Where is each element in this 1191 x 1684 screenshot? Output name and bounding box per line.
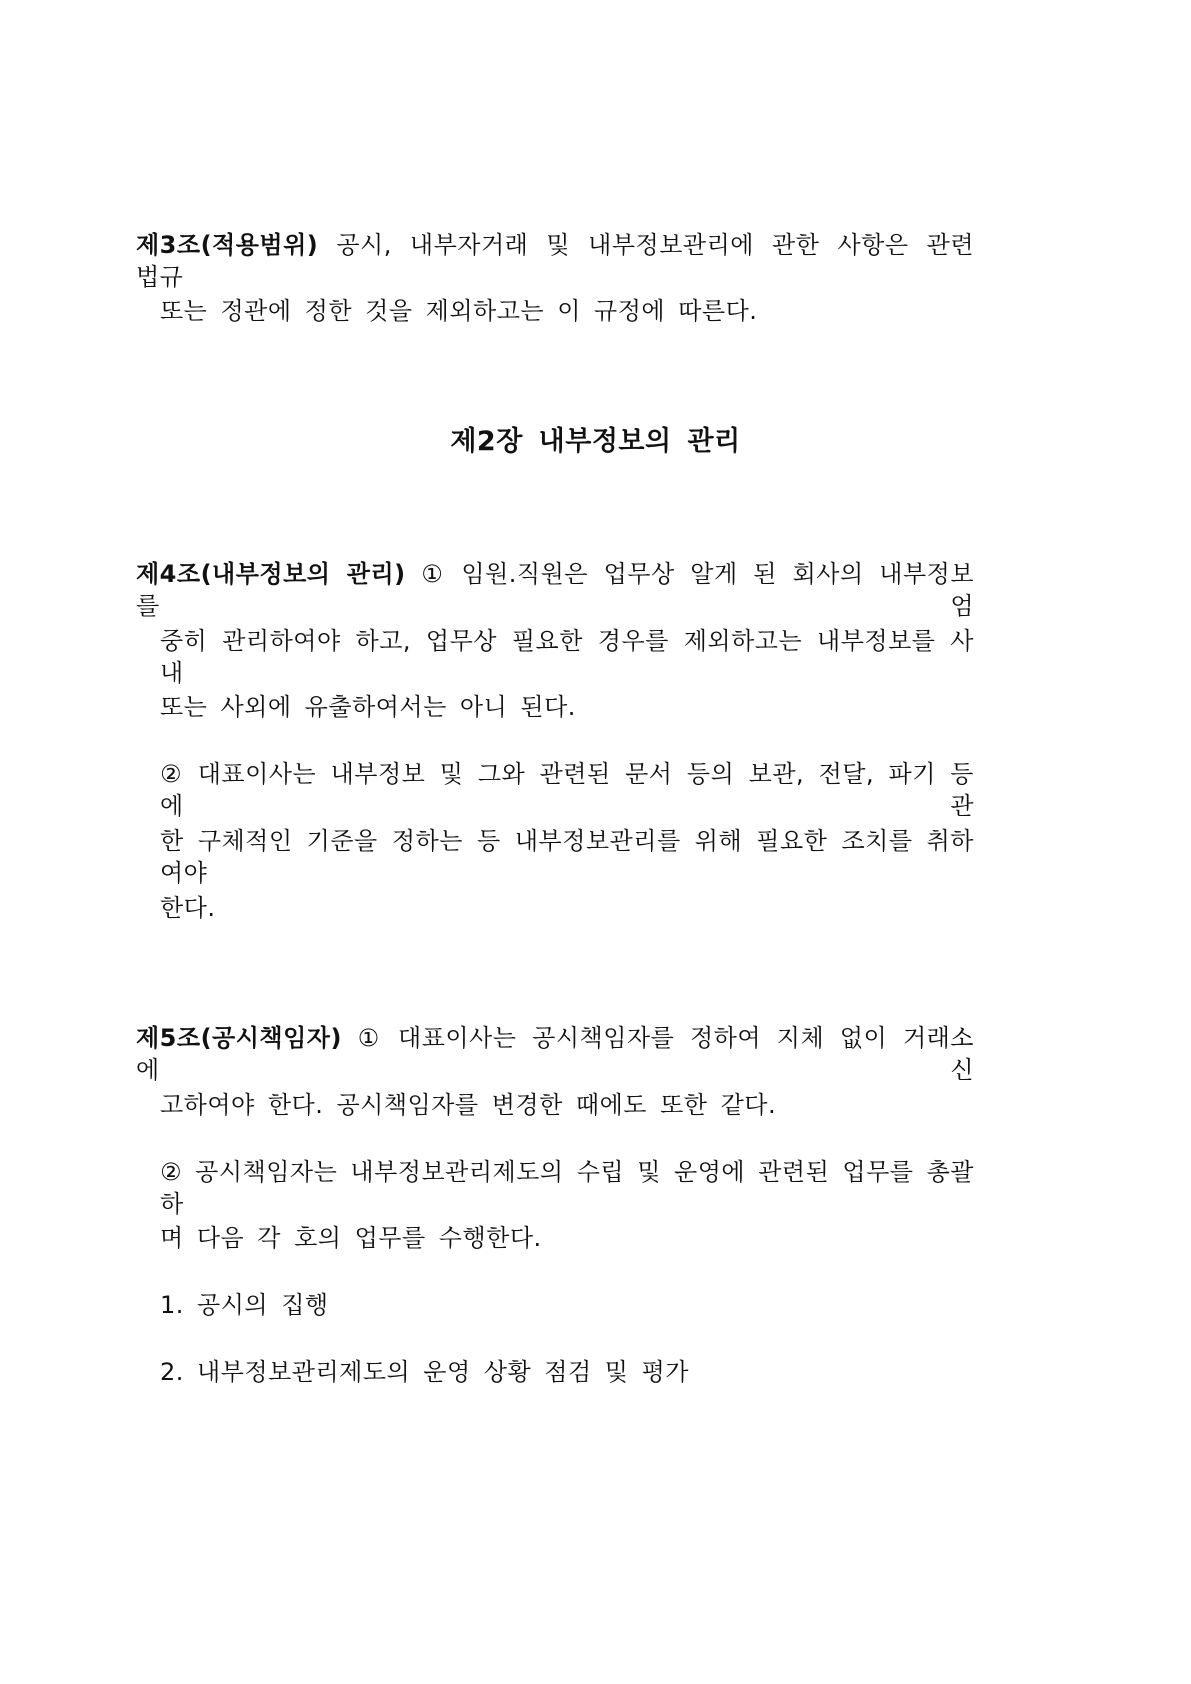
article-3-heading: 제3조(적용범위): [136, 231, 319, 259]
article-5-heading: 제5조(공시책임자): [136, 1024, 342, 1052]
article-5-line-4: 며 다음 각 호의 업무를 수행한다.: [160, 1224, 542, 1252]
article-5-item-2: 2. 내부정보관리제도의 운영 상황 점검 및 평가: [160, 1358, 689, 1386]
article-4-line-1: [136, 558, 974, 622]
article-5-line-2: 고하여야 한다. 공시책임자를 변경한 때에도 또한 같다.: [160, 1091, 777, 1119]
article-4-heading: 제4조(내부정보의 관리): [136, 560, 406, 588]
article-5-line-1: [136, 1022, 974, 1086]
article-5-line-3: ② 공시책임자는 내부정보관리제도의 수립 및 운영에 관련된 업무를 총괄하: [160, 1158, 974, 1218]
article-4-line-6: 한다.: [160, 894, 216, 922]
article-4-line-4: ② 대표이사는 내부정보 및 그와 관련된 문서 등의 보관, 전달, 파기 등에 관: [160, 760, 974, 820]
article-5-text: ① 대표이사는 공시책임자를 정하여 지체 없이 거래소에 신: [136, 1024, 974, 1084]
article-3-line-1: [136, 229, 974, 293]
article-4-line-2: 중히 관리하여야 하고, 업무상 필요한 경우를 제외하고는 내부정보를 사내: [160, 627, 974, 687]
article-5-item-1: 1. 공시의 집행: [160, 1291, 329, 1319]
article-3-line-2: 또는 정관에 정한 것을 제외하고는 이 규정에 따른다.: [160, 297, 758, 325]
chapter-2-title: 제2장 내부정보의 관리: [450, 426, 741, 457]
article-4-text: ① 임원.직원은 업무상 알게 된 회사의 내부정보를 엄: [136, 560, 975, 620]
article-4-line-5: 한 구체적인 기준을 정하는 등 내부정보관리를 위해 필요한 조치를 취하여야: [160, 827, 974, 887]
article-3-text: 공시, 내부자거래 및 내부정보관리에 관한 사항은 관련 법규: [136, 231, 974, 291]
article-4-line-3: 또는 사외에 유출하여서는 아니 된다.: [160, 693, 576, 721]
